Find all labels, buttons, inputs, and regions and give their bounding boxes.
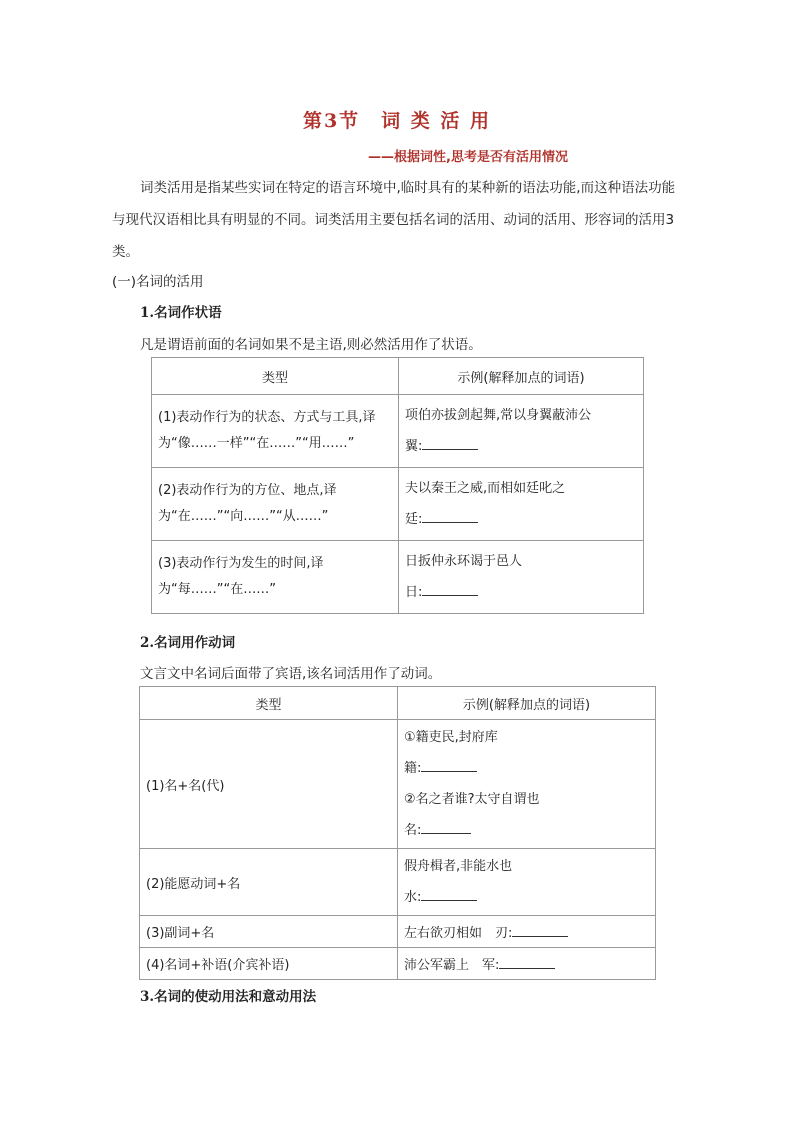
example-cell: [398, 720, 656, 849]
part3-heading: 3.名词的使动用法和意动用法: [140, 989, 317, 1005]
answer-label: 翼:: [405, 439, 423, 454]
example-text: 沛公军霸上 军:: [404, 958, 500, 973]
example-text: ②名之者谁?太守自谓也: [404, 792, 540, 807]
type-cell: (1)表动作行为的状态、方式与工具,译为“像……一样”“在……”“用……”: [152, 395, 399, 468]
answer-label: 籍:: [404, 761, 422, 776]
example-cell: [399, 468, 644, 541]
answer-blank[interactable]: [421, 757, 477, 772]
answer-blank[interactable]: [422, 581, 478, 596]
answer-label: 水:: [404, 890, 422, 905]
table-row: [152, 541, 644, 614]
table-row: [140, 849, 656, 916]
table-header: 示例(解释加点的词语): [399, 358, 644, 395]
answer-blank[interactable]: [422, 508, 478, 523]
example-cell: [398, 849, 656, 916]
type-cell: (3)表动作行为发生的时间,译为“每……”“在……”: [152, 541, 399, 614]
answer-blank[interactable]: [499, 954, 555, 969]
table-header: 类型: [140, 687, 398, 720]
example-text: 假舟楫者,非能水也: [404, 859, 513, 874]
example-text: ①籍吏民,封府库: [404, 730, 498, 745]
type-cell: (2)能愿动词+名: [140, 849, 398, 916]
table-header: 类型: [152, 358, 399, 395]
table-row: [140, 948, 656, 980]
example-text: 夫以秦王之威,而相如廷叱之: [405, 481, 566, 496]
type-cell: (1)名+名(代): [140, 720, 398, 849]
part1-description: 凡是谓语前面的名词如果不是主语,则必然活用作了状语。: [140, 337, 482, 353]
table-header: 示例(解释加点的词语): [398, 687, 656, 720]
answer-blank[interactable]: [421, 819, 471, 834]
answer-label: 日:: [405, 585, 423, 600]
intro-paragraph: 词类活用是指某些实词在特定的语言环境中,临时具有的某种新的语法功能,而这种语法功能与现代汉语相比具有明显的不同。词类活用主要包括名词的活用、动词的活用、形容词的活用3类。: [112, 180, 676, 260]
answer-blank[interactable]: [512, 922, 568, 937]
example-text: 项伯亦拔剑起舞,常以身翼蔽沛公: [405, 408, 592, 423]
example-cell: [398, 948, 656, 980]
type-cell: (4)名词+补语(介宾补语): [140, 948, 398, 980]
answer-blank[interactable]: [421, 886, 477, 901]
verb-table: [139, 686, 656, 980]
table-row: [152, 395, 644, 468]
example-cell: [398, 916, 656, 948]
section-heading: (一)名词的活用: [112, 274, 204, 290]
part1-heading: 1.名词作状语: [140, 305, 222, 321]
answer-label: 名:: [404, 823, 422, 838]
type-cell: (2)表动作行为的方位、地点,译为“在……”“向……”“从……”: [152, 468, 399, 541]
type-cell: (3)副词+名: [140, 916, 398, 948]
part2-heading: 2.名词用作动词: [140, 635, 236, 651]
page-subtitle: ——根据词性,思考是否有活用情况: [368, 150, 568, 165]
table-row: [152, 468, 644, 541]
example-cell: [399, 541, 644, 614]
part2-description: 文言文中名词后面带了宾语,该名词活用作了动词。: [140, 666, 442, 682]
table-row: [140, 720, 656, 849]
page-title: 第3节 词 类 活 用: [302, 110, 492, 132]
example-text: 左右欲刃相如 刃:: [404, 926, 513, 941]
answer-label: 廷:: [405, 512, 423, 527]
table-row: [140, 916, 656, 948]
example-cell: [399, 395, 644, 468]
example-text: 日扳仲永环谒于邑人: [405, 554, 523, 569]
adverbial-table: [151, 357, 644, 614]
answer-blank[interactable]: [422, 435, 478, 450]
